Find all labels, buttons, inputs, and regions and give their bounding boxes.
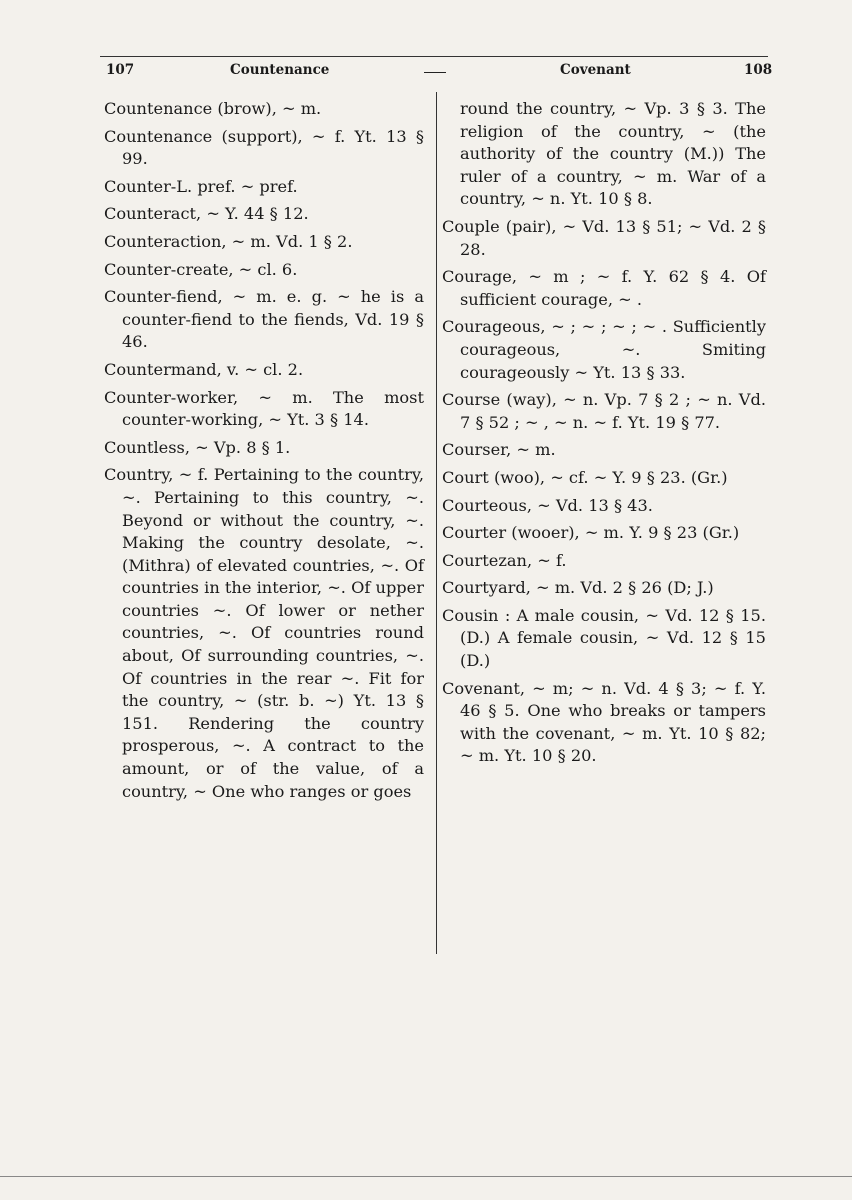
entry-continued: round the country, ~ Vp. 3 § 3. The religion of the country, ~ (the authority of the country (M.)) The ruler of a country, ~ m. War of a country, ~ n. Yt. 10 § 8. [460, 99, 766, 209]
entry: Counter-create, ~ cl. 6. [104, 259, 298, 279]
entry: Courtezan, ~ f. [442, 550, 567, 570]
entry: Courageous, ~ ; ~ ; ~ ; ~ . Sufficiently courageous, ~. Smiting courageously ~ Yt. 13 § 33. [442, 317, 766, 382]
entry: Covenant, ~ m; ~ n. Vd. 4 § 3; ~ f. Y. 46 § 5. One who breaks or tampers with the covenant, ~ m. Yt. 10 § 82; ~ m. Yt. 10 § 20. [442, 678, 766, 766]
entry: Course (way), ~ n. Vp. 7 § 2 ; ~ n. Vd. 7 § 52 ; ~ , ~ n. ~ f. Yt. 19 § 77. [442, 390, 766, 432]
entry: Countermand, v. ~ cl. 2. [104, 359, 304, 379]
right-column [442, 98, 766, 773]
entry: Counter-worker, ~ m. The most counter-working, ~ Yt. 3 § 14. [104, 387, 424, 430]
entry: Country, ~ f. Pertaining to the country, ~. Pertaining to this country, ~. Beyond or without the country, ~. Making the country desolate, ~. (Mithra) of elevated countries, ~. Of countries in the interior, ~. Of upper countries ~. Of lower or nether countries, ~. Of countries round about, Of surrounding countries, ~. Of countries in the rear ~. Fit for the country, ~ (str. b. ~) Yt. 13 § 151. Rendering the country prosperous, ~. A contract to the amount, or of the value, of a country, ~ One who ranges or goes [104, 465, 424, 801]
entry: Counter-fiend, ~ m. e. g. ~ he is a counter-fiend to the fiends, Vd. 19 § 46. [104, 287, 424, 352]
header-dash [424, 72, 446, 73]
entry: Cousin : A male cousin, ~ Vd. 12 § 15. (D.) A female cousin, ~ Vd. 12 § 15 (D.) [442, 605, 766, 671]
entry: Courtyard, ~ m. Vd. 2 § 26 (D; J.) [442, 578, 714, 598]
header-rule [100, 56, 768, 57]
entry: Counteraction, ~ m. Vd. 1 § 2. [104, 231, 353, 251]
running-header [100, 58, 773, 84]
entry: Countless, ~ Vp. 8 § 1. [104, 437, 291, 457]
right-guide-word: Covenant [560, 62, 631, 78]
entry: Courser, ~ m. [442, 440, 556, 460]
column-divider [436, 92, 437, 954]
right-page-number: 108 [744, 62, 773, 78]
entry: Courteous, ~ Vd. 13 § 43. [442, 495, 653, 515]
scan-edge-line [0, 1176, 852, 1177]
left-column [104, 98, 424, 808]
entry: Counteract, ~ Y. 44 § 12. [104, 204, 309, 224]
entry: Couple (pair), ~ Vd. 13 § 51; ~ Vd. 2 § 28. [442, 216, 766, 259]
entry: Court (woo), ~ cf. ~ Y. 9 § 23. (Gr.) [442, 467, 728, 487]
entry: Countenance (brow), ~ m. [104, 99, 322, 118]
left-page-number: 107 [106, 62, 135, 78]
entry: Courter (wooer), ~ m. Y. 9 § 23 (Gr.) [442, 523, 740, 543]
left-guide-word: Countenance [230, 62, 330, 78]
entry: Courage, ~ m ; ~ f. Y. 62 § 4. Of sufficient courage, ~ . [442, 267, 766, 309]
entry: Countenance (support), ~ f. Yt. 13 § 99. [104, 126, 424, 169]
entry: Counter-L. pref. ~ pref. [104, 176, 298, 196]
